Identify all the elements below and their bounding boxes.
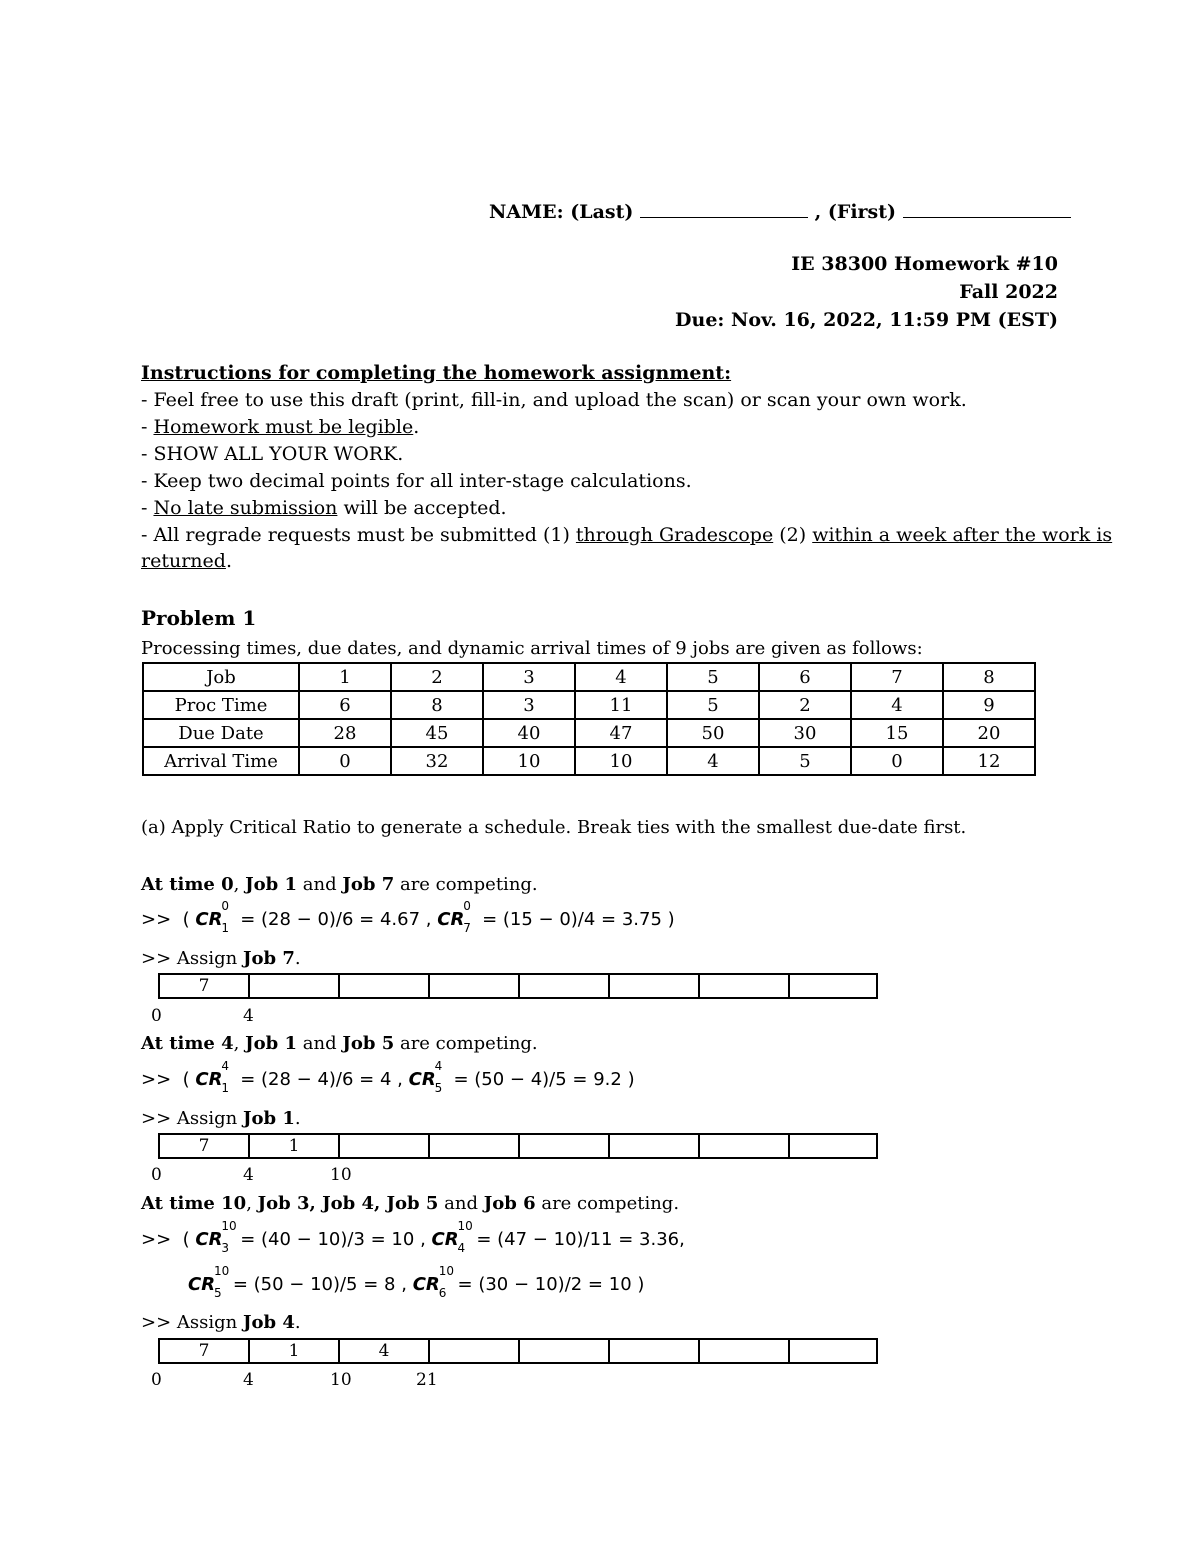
gantt-slot: 1: [250, 1340, 340, 1362]
gantt-slot: [340, 975, 430, 997]
gantt-slot: 1: [250, 1135, 340, 1157]
instruction-line-7: [141, 550, 232, 572]
cr-symbol: [412, 1264, 454, 1300]
punct: .: [413, 416, 420, 438]
part-a-prompt: (a) Apply Critical Ratio to generate a schedule. Break ties with the smallest due-date first.: [141, 817, 967, 838]
gantt-tick: 21: [416, 1370, 438, 1390]
step-time: At time 0: [141, 874, 234, 895]
table-cell: 9: [943, 691, 1035, 719]
cr-time: 10: [457, 1219, 473, 1233]
cr-job: 4: [457, 1241, 466, 1255]
prompt: >>: [141, 1069, 172, 1090]
step-2-assign: [141, 1108, 301, 1129]
first-name-field[interactable]: [903, 199, 1071, 218]
prompt: >>: [141, 909, 172, 930]
job-ref: Job 3, Job 4, Job 5: [257, 1193, 439, 1214]
job-ref: Job 7: [342, 874, 395, 895]
punct: ,: [233, 1033, 246, 1054]
cr-job: 7: [463, 921, 471, 935]
assign-text: >> Assign: [141, 1108, 243, 1129]
step-time: At time 4: [141, 1033, 234, 1054]
instruction-text: (2): [773, 524, 813, 546]
table-cell: 1: [299, 663, 391, 691]
separator: ,: [401, 1274, 407, 1295]
instructions-title: Instructions for completing the homework assignment:: [141, 362, 732, 384]
cr-time: 4: [221, 1059, 230, 1073]
gantt-slot: [790, 975, 876, 997]
connector: and: [297, 1033, 343, 1054]
cr-text: CR: [195, 1229, 223, 1250]
last-name-field[interactable]: [640, 199, 808, 218]
gantt-slot: [700, 1135, 790, 1157]
gantt-slot: [430, 1340, 520, 1362]
punct: .: [225, 550, 232, 572]
instruction-emphasis: returned: [141, 550, 226, 572]
instruction-line-2: [141, 416, 419, 438]
separator: ,: [397, 1069, 403, 1090]
instruction-text: - All regrade requests must be submitted (1): [141, 524, 576, 546]
table-cell: 6: [759, 663, 851, 691]
gantt-slot: 4: [340, 1340, 430, 1362]
table-cell: 4: [851, 691, 943, 719]
paren: ): [667, 909, 675, 930]
step-1-heading: [141, 874, 538, 895]
step-3-assign: [141, 1312, 301, 1333]
step-text: are competing.: [394, 874, 538, 895]
cr-text: CR: [408, 1069, 436, 1090]
cr-job: 1: [221, 921, 230, 935]
gantt-slot: [790, 1135, 876, 1157]
table-cell: 2: [391, 663, 483, 691]
step-2-calc: [141, 1059, 635, 1095]
job-ref: Job 4: [242, 1312, 295, 1333]
row-label: Proc Time: [143, 691, 299, 719]
table-cell: 30: [759, 719, 851, 747]
cr-symbol: [195, 1059, 234, 1095]
table-cell: 0: [851, 747, 943, 775]
paren: (: [182, 1069, 190, 1090]
cr-job: 5: [214, 1286, 222, 1300]
job-ref: Job 1: [245, 874, 298, 895]
gantt-tick: 4: [243, 1006, 254, 1026]
instruction-emphasis: Homework must be legible: [153, 416, 414, 438]
paren: ): [627, 1069, 635, 1090]
cr-symbol: [195, 1219, 237, 1255]
table-cell: 12: [943, 747, 1035, 775]
table-cell: 3: [483, 691, 575, 719]
table-cell: 3: [483, 663, 575, 691]
instruction-line-5: [141, 497, 507, 519]
gantt-tick: 0: [151, 1370, 162, 1390]
cr-text: CR: [195, 909, 223, 930]
paren: (: [182, 1229, 190, 1250]
cr-time: 4: [434, 1059, 443, 1073]
step-time: At time 10: [141, 1193, 247, 1214]
instruction-line-1: - Feel free to use this draft (print, fill-in, and upload the scan) or scan your own work.: [141, 389, 967, 411]
gantt-slot: [610, 975, 700, 997]
row-label: Job: [143, 663, 299, 691]
gantt-slot: 7: [160, 975, 250, 997]
job-ref: Job 1: [242, 1108, 295, 1129]
separator: ,: [425, 909, 432, 930]
table-cell: 50: [667, 719, 759, 747]
gantt-slot: [610, 1135, 700, 1157]
cr-equation: = (50 − 4)/5 = 9.2: [453, 1069, 622, 1090]
cr-time: 10: [221, 1219, 237, 1233]
table-cell: 28: [299, 719, 391, 747]
punct: .: [294, 1312, 301, 1333]
problem-intro: Processing times, due dates, and dynamic arrival times of 9 jobs are given as follows:: [141, 638, 923, 659]
job-ref: Job 5: [342, 1033, 395, 1054]
cr-text: CR: [412, 1274, 440, 1295]
table-cell: 0: [299, 747, 391, 775]
job-ref: Job 7: [242, 948, 295, 969]
cr-time: 10: [438, 1264, 454, 1278]
table-cell: 32: [391, 747, 483, 775]
instruction-line-6: [141, 524, 1112, 546]
instruction-line-4: - Keep two decimal points for all inter-stage calculations.: [141, 470, 692, 492]
step-text: are competing.: [535, 1193, 680, 1214]
table-cell: 6: [299, 691, 391, 719]
table-cell: 11: [575, 691, 667, 719]
table-cell: 5: [667, 691, 759, 719]
cr-text: CR: [188, 1274, 216, 1295]
gantt-tick: 10: [330, 1370, 352, 1390]
table-cell: 8: [943, 663, 1035, 691]
gantt-tick: 10: [330, 1165, 352, 1185]
cr-text: CR: [431, 1229, 459, 1250]
table-cell: 7: [851, 663, 943, 691]
gantt-slot: [340, 1135, 430, 1157]
gantt-tick: 0: [151, 1165, 162, 1185]
table-cell: 45: [391, 719, 483, 747]
step-3-calc-line-2: [188, 1264, 645, 1300]
first-name-label: , (First): [814, 201, 897, 223]
cr-equation: = (47 − 10)/11 = 3.36,: [476, 1229, 685, 1250]
table-row: [143, 747, 1035, 775]
step-text: are competing.: [394, 1033, 538, 1054]
row-label: Arrival Time: [143, 747, 299, 775]
gantt-slot: [700, 1340, 790, 1362]
cr-job: 1: [221, 1081, 230, 1095]
cr-equation: = (40 − 10)/3 = 10: [240, 1229, 415, 1250]
row-label: Due Date: [143, 719, 299, 747]
due-date: Due: Nov. 16, 2022, 11:59 PM (EST): [675, 309, 1058, 331]
cr-symbol: [431, 1219, 473, 1255]
assign-text: >> Assign: [141, 1312, 243, 1333]
gantt-chart-3: [158, 1338, 878, 1364]
gantt-tick: 4: [243, 1370, 254, 1390]
table-cell: 4: [667, 747, 759, 775]
gantt-slot: 7: [160, 1135, 250, 1157]
gantt-chart-1: [158, 973, 878, 999]
step-3-calc-line-1: [141, 1219, 685, 1255]
name-line: [489, 199, 1071, 223]
punct: ,: [233, 874, 246, 895]
punct: .: [294, 948, 301, 969]
table-cell: 8: [391, 691, 483, 719]
table-cell: 2: [759, 691, 851, 719]
separator: ,: [420, 1229, 426, 1250]
table-cell: 15: [851, 719, 943, 747]
gantt-slot: [250, 975, 340, 997]
cr-time: 0: [221, 899, 230, 913]
connector: and: [297, 874, 343, 895]
cr-symbol: [188, 1264, 230, 1300]
cr-text: CR: [437, 909, 465, 930]
cr-equation: = (50 − 10)/5 = 8: [232, 1274, 396, 1295]
gantt-chart-2: [158, 1133, 878, 1159]
cr-job: 3: [221, 1241, 230, 1255]
cr-symbol: [437, 899, 476, 935]
gantt-slot: [430, 1135, 520, 1157]
gantt-slot: [610, 1340, 700, 1362]
cr-job: 6: [438, 1286, 447, 1300]
punct: .: [294, 1108, 301, 1129]
instruction-emphasis: through Gradescope: [575, 524, 774, 546]
term: Fall 2022: [959, 281, 1058, 303]
gantt-slot: [520, 975, 610, 997]
gantt-slot: [520, 1135, 610, 1157]
bullet: -: [141, 416, 154, 438]
cr-equation: = (15 − 0)/4 = 3.75: [482, 909, 662, 930]
cr-time: 10: [214, 1264, 230, 1278]
problem-title: Problem 1: [141, 606, 257, 630]
instruction-text: will be accepted.: [337, 497, 507, 519]
cr-job: 5: [434, 1081, 443, 1095]
paren: ): [637, 1274, 645, 1295]
last-name-label: NAME: (Last): [489, 201, 634, 223]
table-cell: 5: [667, 663, 759, 691]
gantt-slot: [430, 975, 520, 997]
instruction-emphasis: No late submission: [153, 497, 338, 519]
cr-time: 0: [463, 899, 471, 913]
table-cell: 4: [575, 663, 667, 691]
table-cell: 10: [575, 747, 667, 775]
course-title: IE 38300 Homework #10: [791, 253, 1058, 275]
table-cell: 40: [483, 719, 575, 747]
gantt-slot: [700, 975, 790, 997]
bullet: -: [141, 497, 154, 519]
cr-symbol: [408, 1059, 448, 1095]
table-row: [143, 663, 1035, 691]
gantt-slot: [520, 1340, 610, 1362]
step-1-calc: [141, 899, 675, 935]
connector: and: [438, 1193, 484, 1214]
cr-text: CR: [195, 1069, 223, 1090]
table-row: [143, 719, 1035, 747]
instruction-emphasis: within a week after the work is: [812, 524, 1113, 546]
punct: ,: [246, 1193, 258, 1214]
gantt-slot: 7: [160, 1340, 250, 1362]
gantt-tick: 0: [151, 1006, 162, 1026]
prompt: >>: [141, 1229, 172, 1250]
table-cell: 5: [759, 747, 851, 775]
jobs-table: [142, 662, 1036, 776]
step-1-assign: [141, 948, 301, 969]
instruction-line-3: - SHOW ALL YOUR WORK.: [141, 443, 404, 465]
cr-equation: = (30 − 10)/2 = 10: [457, 1274, 632, 1295]
table-cell: 10: [483, 747, 575, 775]
job-ref: Job 6: [483, 1193, 536, 1214]
cr-equation: = (28 − 0)/6 = 4.67: [240, 909, 421, 930]
step-2-heading: [141, 1033, 538, 1054]
table-row: [143, 691, 1035, 719]
table-cell: 47: [575, 719, 667, 747]
cr-symbol: [195, 899, 234, 935]
cr-equation: = (28 − 4)/6 = 4: [240, 1069, 392, 1090]
assign-text: >> Assign: [141, 948, 243, 969]
paren: (: [182, 909, 190, 930]
job-ref: Job 1: [245, 1033, 298, 1054]
gantt-slot: [790, 1340, 876, 1362]
step-3-heading: [141, 1193, 679, 1214]
table-cell: 20: [943, 719, 1035, 747]
gantt-tick: 4: [243, 1165, 254, 1185]
